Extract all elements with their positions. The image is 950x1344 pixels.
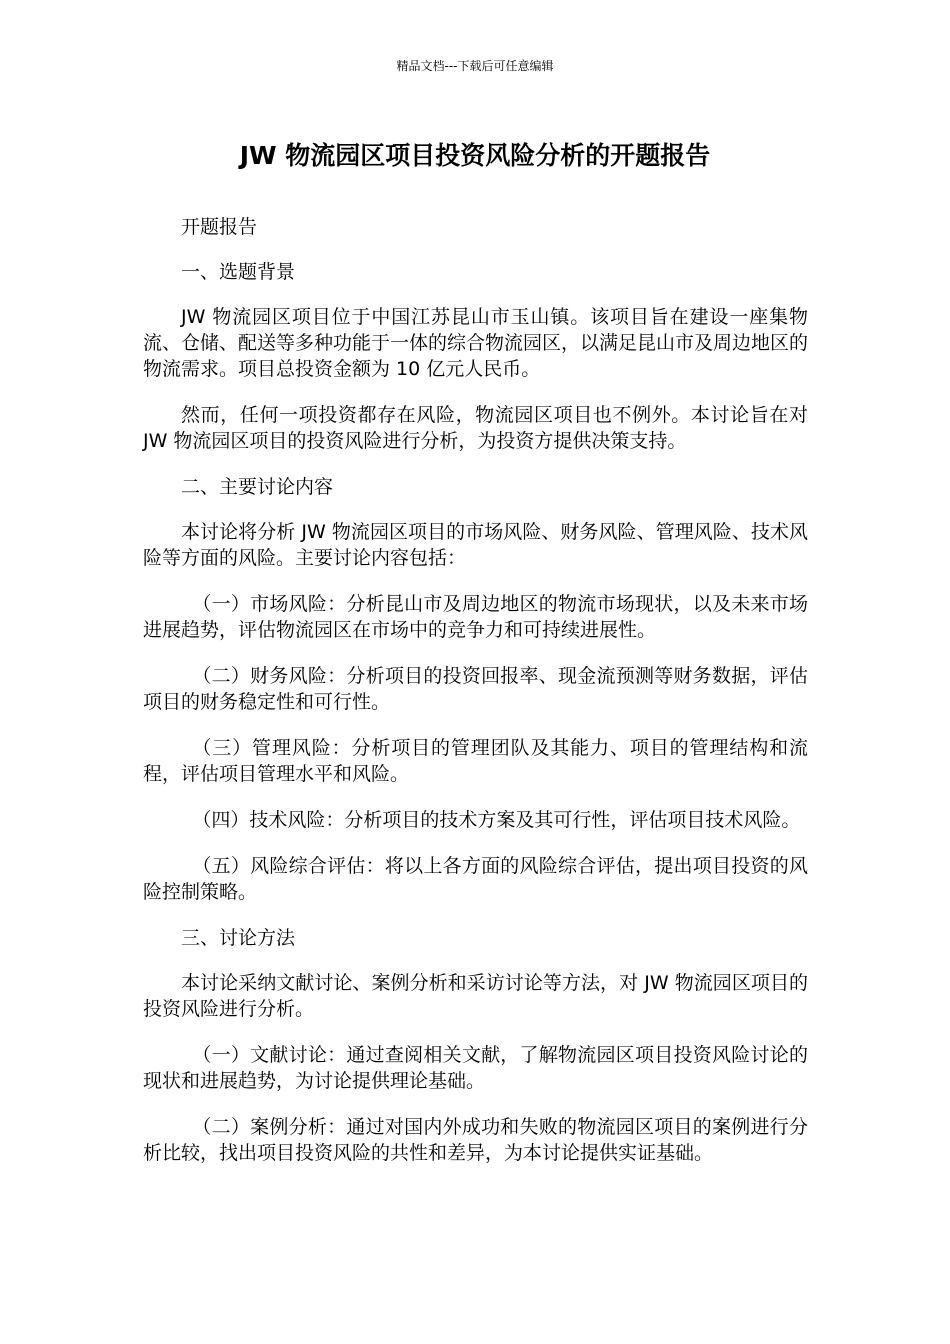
list-item-overall-risk: （五）风险综合评估：将以上各方面的风险综合评估，提出项目投资的风险控制策略。 [143,855,808,903]
list-item-case-analysis: （二）案例分析：通过对国内外成功和失败的物流园区项目的案例进行分析比较，找出项目投资风险的共性和差异，为本讨论提供实证基础。 [143,1116,808,1164]
heading-main-content: 二、主要讨论内容 [181,476,334,498]
list-item-literature-review: （一）文献讨论：通过查阅相关文献，了解物流园区项目投资风险讨论的现状和进展趋势，为讨论提供理论基础。 [143,1044,808,1092]
page-header: 精品文档---下载后可任意编辑 [396,59,554,73]
document-body [143,214,808,1186]
paragraph-project-intro: JW 物流园区项目位于中国江苏昆山市玉山镇。该项目旨在建设一座集物流、仓储、配送等多种功能于一体的综合物流园区，以满足昆山市及周边地区的物流需求。项目总投资金额为 10 亿元人民币。 [143,306,809,380]
paragraph-content-overview: 本讨论将分析 JW 物流园区项目的市场风险、财务风险、管理风险、技术风险等方面的风险。主要讨论内容包括： [143,521,808,569]
paragraph-methods-overview: 本讨论采纳文献讨论、案例分析和采访讨论等方法，对 JW 物流园区项目的投资风险进行分析。 [143,972,808,1020]
heading-report: 开题报告 [181,216,258,238]
list-item-management-risk: （三）管理风险：分析项目的管理团队及其能力、项目的管理结构和流程，评估项目管理水平和风险。 [143,737,808,785]
heading-methods: 三、讨论方法 [181,927,296,949]
list-item-market-risk: （一）市场风险：分析昆山市及周边地区的物流市场现状，以及未来市场进展趋势，评估物流园区在市场中的竞争力和可持续进展性。 [143,593,808,641]
paragraph-risk-purpose: 然而，任何一项投资都存在风险，物流园区项目也不例外。本讨论旨在对 JW 物流园区项目的投资风险进行分析，为投资方提供决策支持。 [143,404,808,452]
document-title: JW 物流园区项目投资风险分析的开题报告 [239,141,711,170]
list-item-technical-risk: （四）技术风险：分析项目的技术方案及其可行性，评估项目技术风险。 [192,809,801,831]
list-item-financial-risk: （二）财务风险：分析项目的投资回报率、现金流预测等财务数据，评估项目的财务稳定性和可行性。 [143,665,808,713]
heading-background: 一、选题背景 [181,261,296,283]
